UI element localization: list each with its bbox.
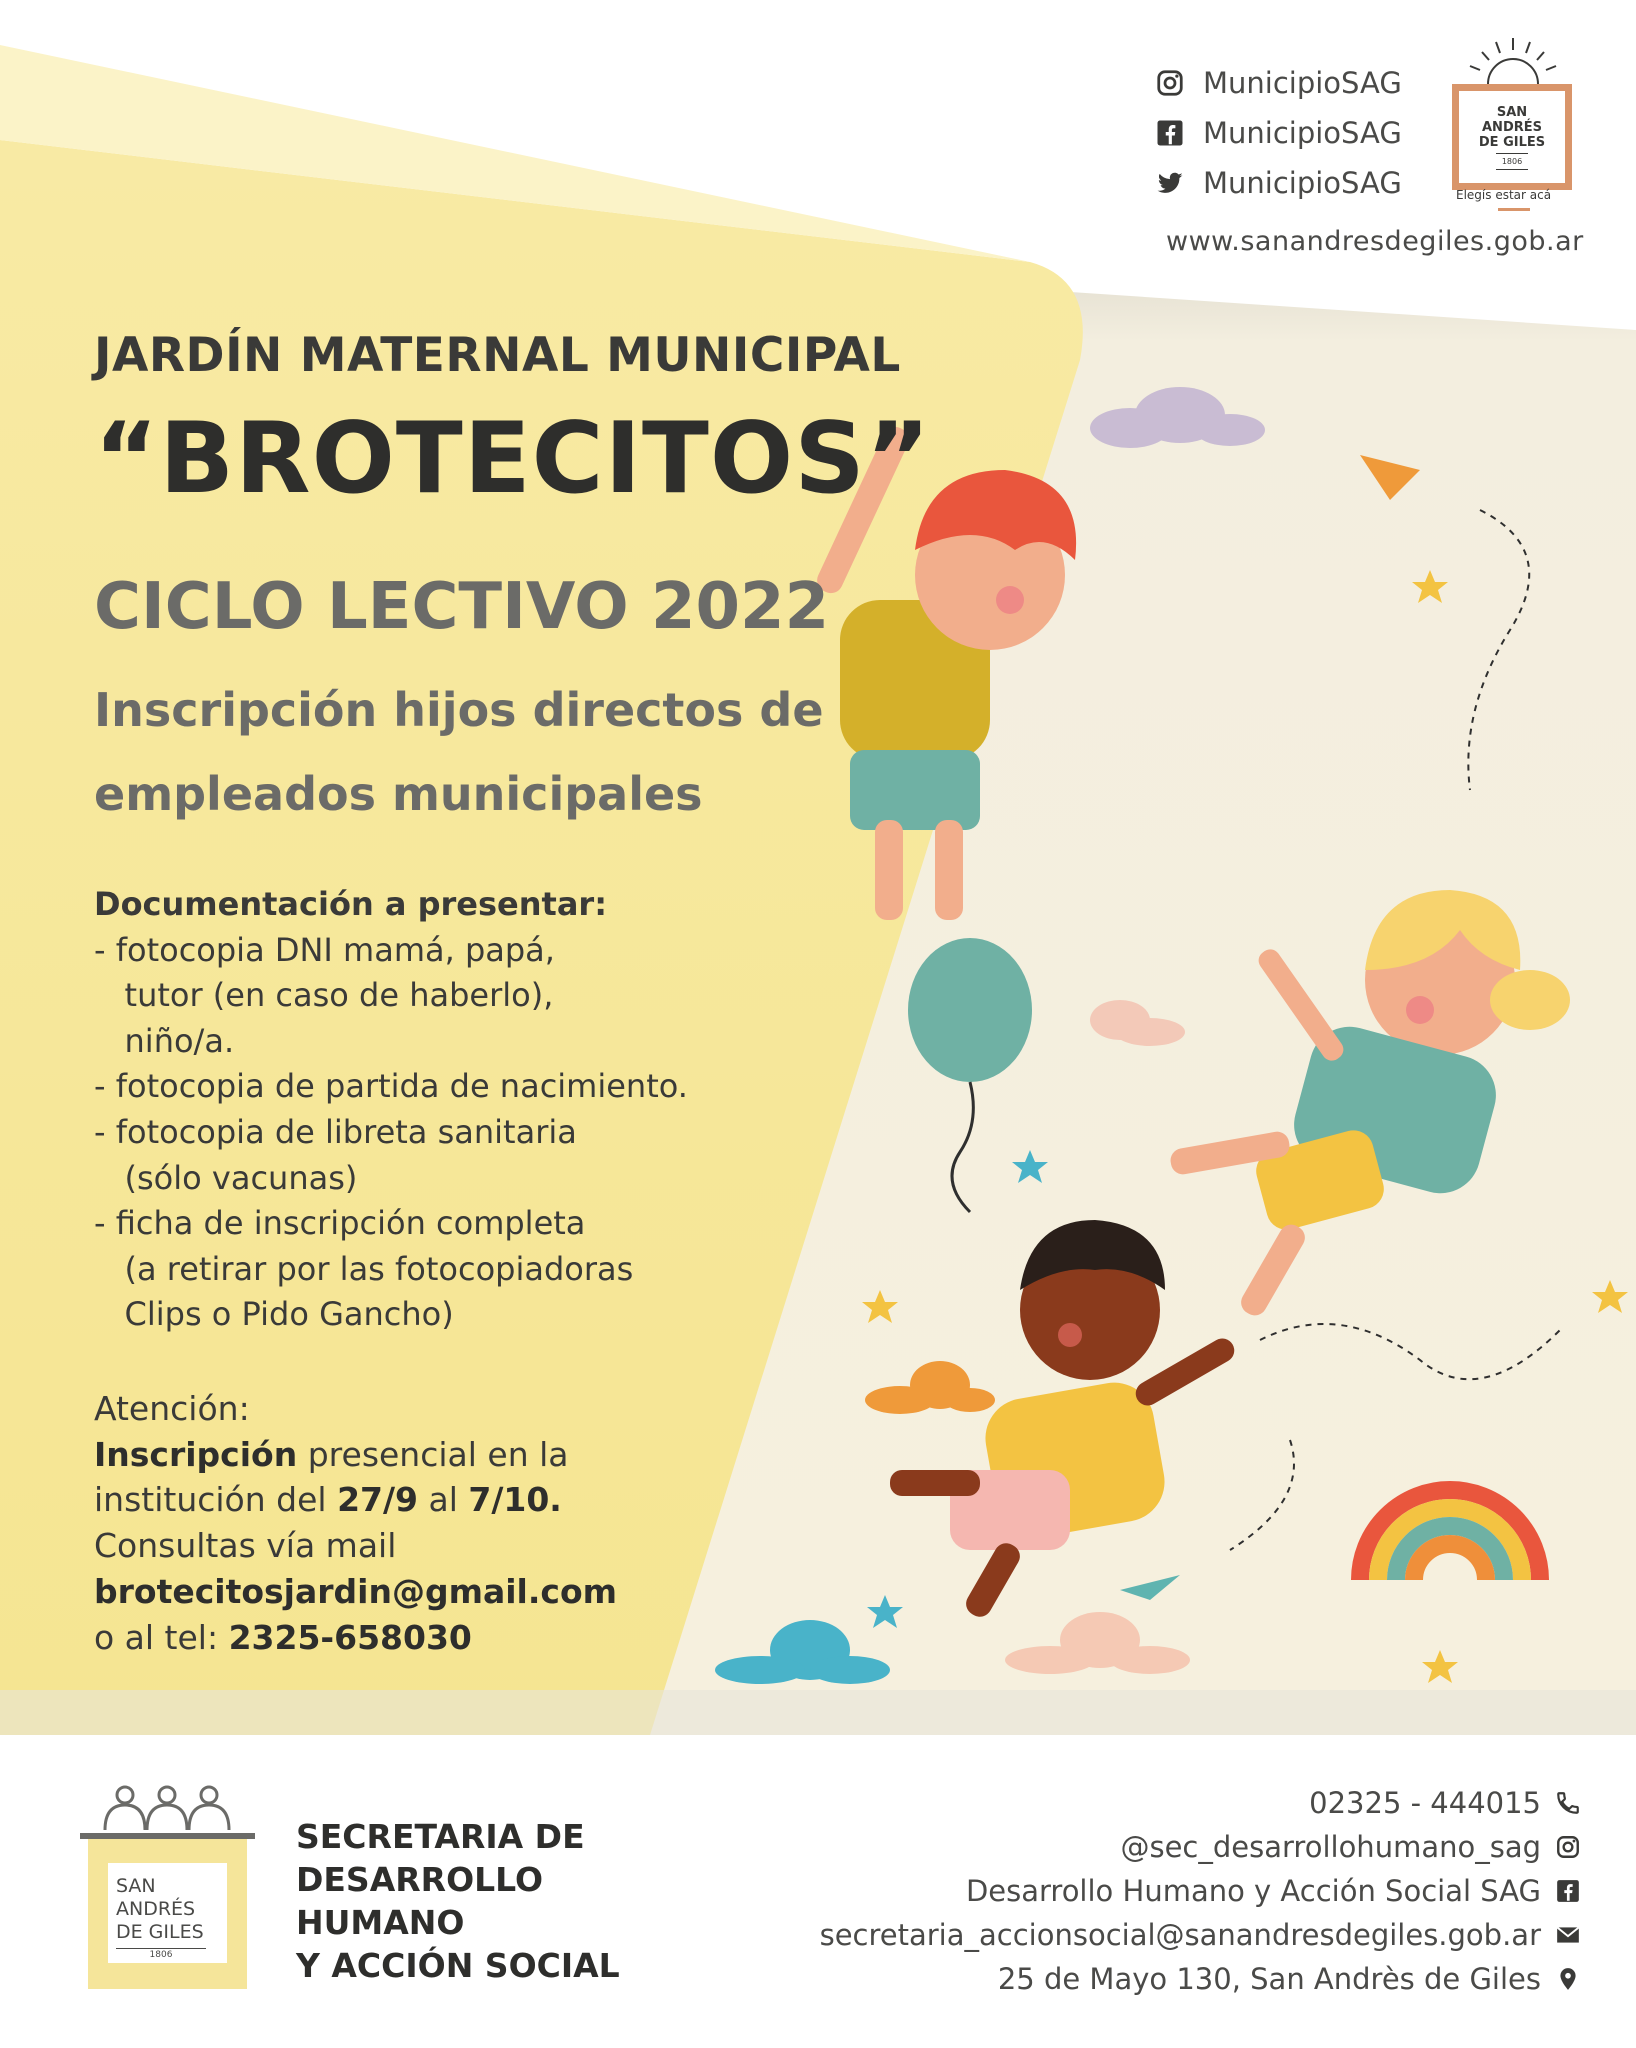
balloon-icon <box>908 938 1032 1212</box>
logo-box <box>1452 84 1572 190</box>
contact-facebook[interactable] <box>966 1874 1581 1908</box>
contact-text: 25 de Mayo 130, San Andrès de Giles <box>997 1962 1541 1996</box>
school-name: “BROTECITOS” <box>94 402 932 516</box>
facebook-icon <box>1555 1878 1581 1904</box>
date-from: 27/9 <box>337 1480 418 1520</box>
dashed-path <box>1468 510 1529 790</box>
contact-text: Desarrollo Humano y Acción Social SAG <box>965 1874 1541 1908</box>
instagram-icon <box>1555 1834 1581 1860</box>
phone-number[interactable]: 2325-658030 <box>228 1617 472 1657</box>
logo-slogan: Elegís estar acá <box>1456 188 1552 202</box>
cloud-icon <box>865 1361 995 1414</box>
social-instagram[interactable] <box>1155 66 1402 100</box>
dates-text: institución del <box>94 1480 338 1520</box>
logo-text: DE GILES <box>116 1921 204 1943</box>
social-handle: MunicipioSAG <box>1203 66 1402 100</box>
dashed-path <box>1230 1440 1294 1550</box>
website-link[interactable]: www.sanandresdegiles.gob.ar <box>1166 226 1584 257</box>
child-figure <box>1169 890 1570 1320</box>
children-illustration <box>700 360 1636 1700</box>
documents-list: - fotocopia DNI mamá, papá, tutor (en caso de haberlo), niño/a. - fotocopia de partida de nacimiento. - fotocopia de libreta sanitaria (sólo vacunas) - ficha de inscripción completa (a retirar por las fotocopiadoras Clips o Pido Gancho) <box>94 930 688 1334</box>
logo-text: DE GILES <box>1478 134 1546 150</box>
phone-icon <box>1555 1790 1581 1816</box>
footer-logo-text <box>116 1875 226 1961</box>
attention-label: Atención: <box>94 1389 250 1428</box>
contact-text: secretaria_accionsocial@sanandresdegiles.gob.ar <box>819 1918 1541 1952</box>
twitter-icon <box>1155 168 1185 198</box>
cycle-subtitle: CICLO LECTIVO 2022 <box>94 570 830 644</box>
contact-instagram[interactable] <box>1120 1830 1581 1864</box>
facebook-icon <box>1155 118 1185 148</box>
phone-label: o al tel: <box>94 1617 229 1657</box>
cloud-icon <box>1090 387 1265 448</box>
paper-plane-icon <box>1360 455 1420 500</box>
sun-icon <box>1458 36 1568 86</box>
logo-year: 1806 <box>116 1948 206 1961</box>
logo-text: SAN <box>116 1875 156 1897</box>
contact-email[interactable] <box>94 1569 617 1615</box>
inscription-bold: Inscripción <box>94 1434 298 1474</box>
consultas-line: Consultas vía mail <box>94 1526 397 1566</box>
contact-address[interactable] <box>998 1962 1581 1996</box>
cloud-icon <box>715 1620 890 1684</box>
page-title: JARDÍN MATERNAL MUNICIPAL <box>94 328 901 383</box>
social-handle: MunicipioSAG <box>1203 116 1402 150</box>
contact-text: 02325 - 444015 <box>1309 1786 1541 1820</box>
attention-section <box>94 1386 617 1660</box>
cloud-icon <box>1090 1000 1185 1046</box>
inscription-line <box>94 1432 617 1478</box>
instagram-icon <box>1155 68 1185 98</box>
phone-line <box>94 1615 617 1661</box>
paper-plane-icon <box>1120 1575 1180 1600</box>
rainbow-icon <box>1360 1490 1540 1580</box>
child-figure <box>890 1220 1239 1621</box>
cloud-icon <box>1005 1612 1190 1674</box>
dashed-path <box>1260 1324 1560 1379</box>
documents-section <box>94 882 688 1338</box>
enrollment-description: Inscripción hijos directos de empleados municipales <box>94 683 824 821</box>
logo-underline <box>1498 208 1530 211</box>
social-twitter[interactable] <box>1155 166 1402 200</box>
secretaria-line: SECRETARIA DE <box>296 1817 585 1856</box>
location-pin-icon <box>1555 1966 1581 1992</box>
email-link[interactable]: brotecitosjardin@gmail.com <box>94 1571 618 1611</box>
social-facebook[interactable] <box>1155 116 1402 150</box>
secretaria-line: DESARROLLO <box>296 1860 544 1899</box>
secretaria-title <box>296 1815 620 1987</box>
logo-text: ANDRÉS <box>1482 119 1542 135</box>
mail-icon <box>1555 1922 1581 1948</box>
logo-year: 1806 <box>1496 153 1528 170</box>
logo-text: ANDRÉS <box>116 1898 196 1920</box>
contact-text: @sec_desarrollohumano_sag <box>1120 1830 1541 1864</box>
contact-email[interactable] <box>820 1918 1581 1952</box>
dates-line <box>94 1477 617 1523</box>
secretaria-line: HUMANO <box>296 1903 465 1942</box>
municipal-logo <box>1448 36 1580 206</box>
dates-text: al <box>418 1480 469 1520</box>
documents-heading: Documentación a presentar: <box>94 885 607 923</box>
date-to: 7/10. <box>468 1480 562 1520</box>
secretaria-line: Y ACCIÓN SOCIAL <box>296 1946 620 1985</box>
social-handle: MunicipioSAG <box>1203 166 1402 200</box>
logo-text: SAN <box>1496 104 1528 120</box>
contact-phone[interactable] <box>1309 1786 1581 1820</box>
inscription-text: presencial en la <box>297 1434 569 1474</box>
